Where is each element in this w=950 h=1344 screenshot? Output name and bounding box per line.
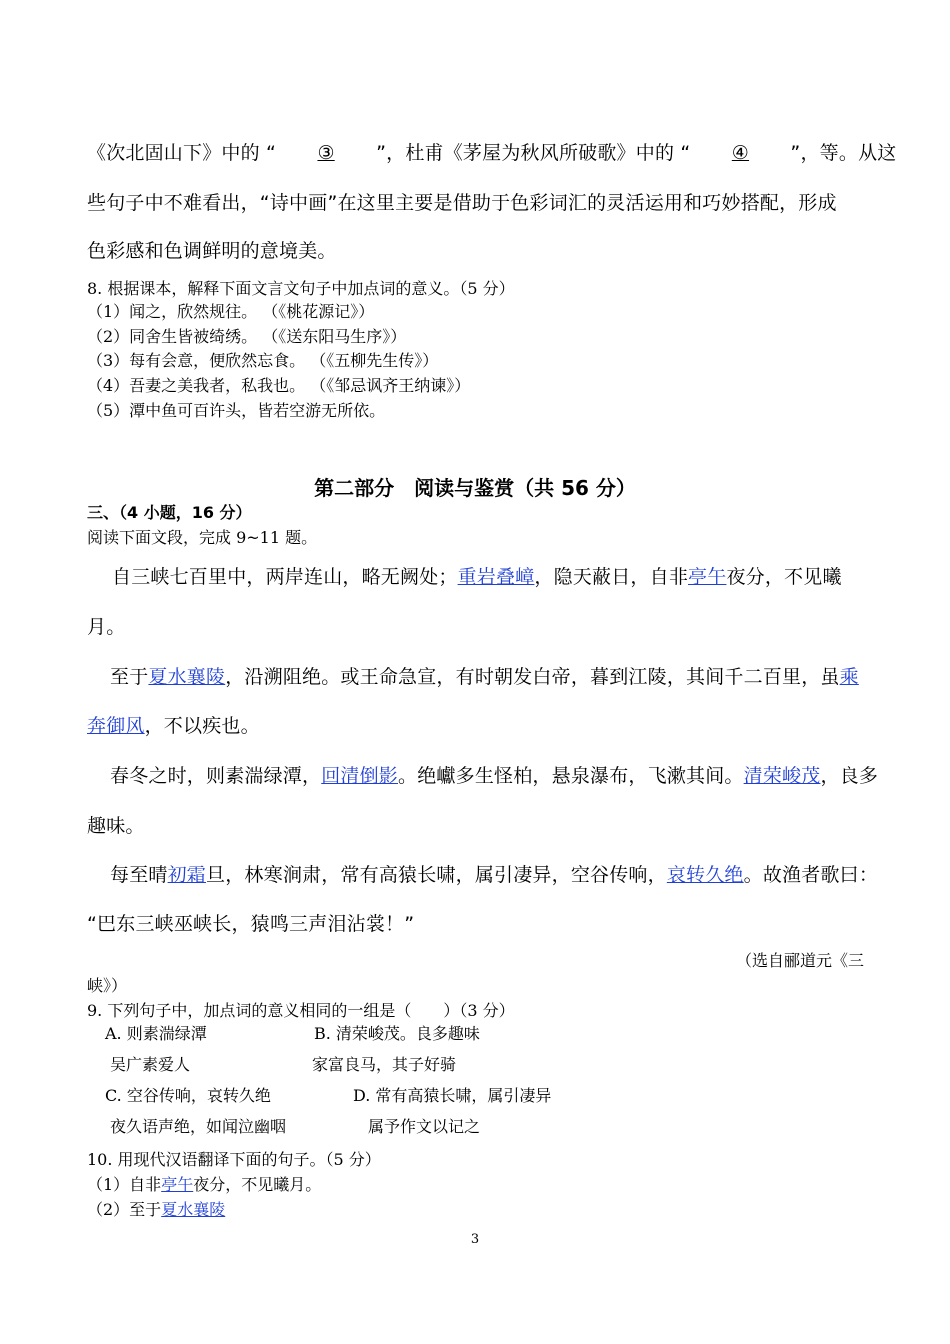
q9-option-d: D. 常有高猿长啸，属引凄异 xyxy=(353,1086,552,1105)
passage-p1-line-1: 自三峡七百里中，两岸连山，略无阙处；重岩叠嶂，隐天蔽日，自非亭午夜分，不见曦 xyxy=(112,566,842,588)
intro-line-2: 些句子中不难看出，“诗中画”在这里主要是借助于色彩词汇的灵活运用和巧妙搭配，形成 xyxy=(87,192,837,214)
q8-item-4: （4）吾妻之美我者，私我也。 （《邹忌讽齐王纳谏》） xyxy=(87,376,471,395)
q9-option-d-2: 属予作文以记之 xyxy=(368,1117,481,1136)
q10-item-2: （2）至于夏水襄陵 xyxy=(87,1200,226,1219)
passage-source: （选自郦道元《三 xyxy=(735,951,864,970)
q9-option-b-2: 家富良马，其子好骑 xyxy=(312,1055,457,1074)
passage-p2-line-2: 奔御风，不以疾也。 xyxy=(87,715,260,737)
reading-instruction: 阅读下面文段，完成 9~11 题。 xyxy=(87,528,318,547)
passage-p1-line-2: 月。 xyxy=(87,616,126,638)
q8-item-2: （2）同舍生皆被绮绣。 （《送东阳马生序》） xyxy=(87,327,407,346)
q9-option-b: B. 清荣峻茂。良多趣味 xyxy=(314,1024,480,1043)
q8-stem: 8. 根据课本，解释下面文言文句子中加点词的意义。（5 分） xyxy=(87,279,515,298)
q9-option-a-2: 吴广素爱人 xyxy=(110,1055,191,1074)
annotated-word[interactable]: 夏水襄陵 xyxy=(161,1200,226,1219)
annotated-word[interactable]: 亭午 xyxy=(161,1175,194,1194)
annotated-word[interactable]: 奔御风 xyxy=(87,715,145,737)
annotated-word[interactable]: 重岩叠嶂 xyxy=(457,566,535,588)
annotated-word[interactable]: 哀转久绝 xyxy=(666,864,744,886)
annotated-word[interactable]: 乘 xyxy=(839,666,859,688)
annotated-word[interactable]: 清荣峻茂 xyxy=(743,765,821,787)
blank-3: ③ xyxy=(317,142,335,164)
q10-item-1: （1）自非亭午夜分，不见曦月。 xyxy=(87,1175,322,1194)
q9-option-c: C. 空谷传响，哀转久绝 xyxy=(105,1086,271,1105)
annotated-word[interactable]: 初霜 xyxy=(167,864,207,886)
blank-4: ④ xyxy=(731,142,750,164)
q9-option-c-2: 夜久语声绝，如闻泣幽咽 xyxy=(110,1117,287,1136)
passage-p2-line-1: 至于夏水襄陵，沿溯阻绝。或王命急宣，有时朝发白帝，暮到江陵，其间千二百里，虽乘 xyxy=(110,666,859,688)
annotated-word[interactable]: 夏水襄陵 xyxy=(148,666,226,688)
passage-p4-line-1: 每至晴初霜旦，林寒涧肃，常有高猿长啸，属引凄异，空谷传响，哀转久绝。故渔者歌曰： xyxy=(110,864,879,886)
part2-title: 第二部分 阅读与鉴赏（共 56 分） xyxy=(314,476,636,500)
q9-stem: 9. 下列句子中，加点词的意义相同的一组是（ ）（3 分） xyxy=(87,1001,515,1020)
annotated-word[interactable]: 亭午 xyxy=(688,566,727,588)
intro-line-3: 色彩感和色调鲜明的意境美。 xyxy=(87,240,337,262)
annotated-word[interactable]: 回清倒影 xyxy=(321,765,399,787)
passage-source-cont: 峡》） xyxy=(87,976,128,995)
passage-p3-line-2: 趣味。 xyxy=(87,815,145,837)
q10-stem: 10. 用现代汉语翻译下面的句子。（5 分） xyxy=(87,1150,381,1169)
section-heading: 三、（4 小题，16 分） xyxy=(87,503,252,522)
intro-line-1: 《次北固山下》中的 “ ③ ”，杜甫《茅屋为秋风所破歌》中的 “ ④ ”，等。从这 xyxy=(87,142,897,164)
q8-item-5: （5）潭中鱼可百许头，皆若空游无所依。 xyxy=(87,401,386,420)
q8-item-1: （1）闻之，欣然规往。 （《桃花源记》） xyxy=(87,302,375,321)
page-number: 3 xyxy=(470,1232,480,1247)
q8-item-3: （3）每有会意，便欣然忘食。 （《五柳先生传》） xyxy=(87,351,439,370)
passage-p3-line-1: 春冬之时，则素湍绿潭，回清倒影。绝巘多生怪柏，悬泉瀑布，飞漱其间。清荣峻茂，良多 xyxy=(110,765,879,787)
q9-option-a: A. 则素湍绿潭 xyxy=(105,1024,207,1043)
passage-p4-line-2: “巴东三峡巫峡长，猿鸣三声泪沾裳！” xyxy=(87,913,415,935)
